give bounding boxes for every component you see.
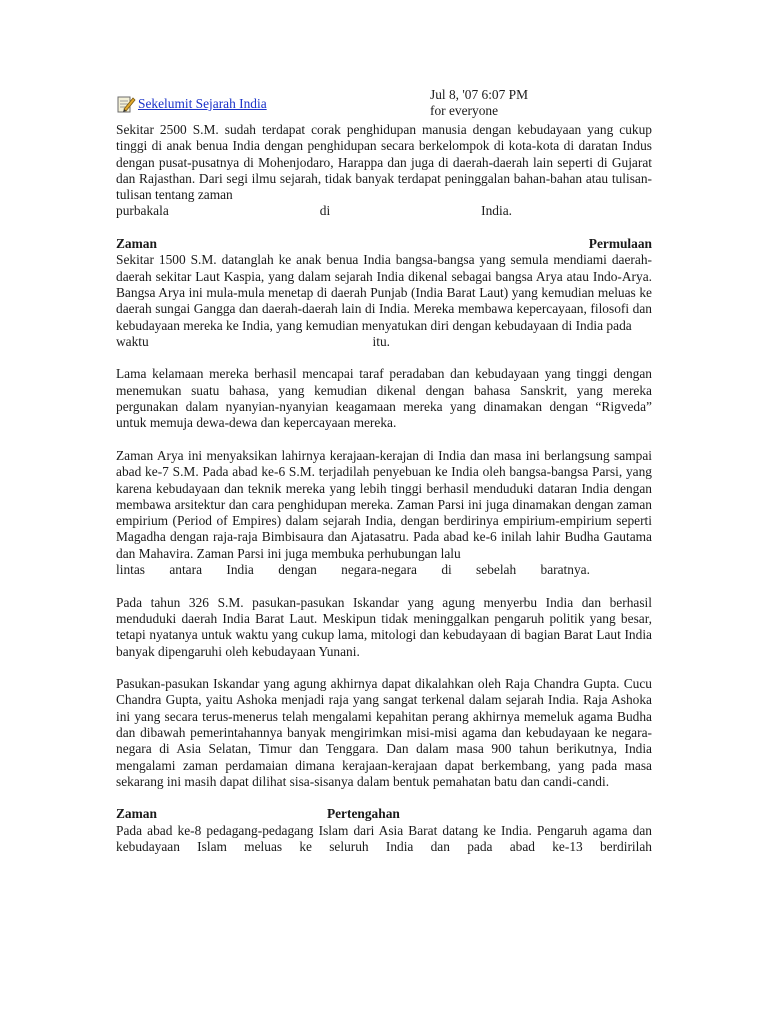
paragraph-4-last-line bbox=[116, 562, 652, 578]
word: di bbox=[441, 562, 452, 578]
post-date: Jul 8, '07 6:07 PM bbox=[430, 87, 529, 102]
post-meta bbox=[430, 87, 528, 119]
word: negara-negara bbox=[341, 562, 417, 578]
word: waktu bbox=[116, 333, 149, 349]
document-pencil-icon bbox=[116, 94, 136, 114]
paragraph-5: Pada tahun 326 S.M. pasukan-pasukan Iskandar yang agung menyerbu India dan berhasil menduduki daerah India Barat Laut. Meskipun tidak meninggalkan pengaruh politik yang besar, tetapi nyatanya untuk waktu yang cukup lama, mitologi dan kebudayaan di bagian Barat Laut India banyak dipengaruhi oleh kebudayaan Yunani. bbox=[116, 594, 652, 659]
word: India. bbox=[481, 203, 512, 219]
paragraph-1 bbox=[116, 122, 652, 203]
word: purbakala bbox=[116, 203, 169, 219]
word: antara bbox=[169, 562, 203, 578]
word: di bbox=[319, 203, 331, 219]
word: sebelah bbox=[476, 562, 517, 578]
paragraph-2-last-line bbox=[116, 334, 652, 350]
heading-word: Pertengahan bbox=[326, 806, 400, 822]
paragraph-4-text: Zaman Arya ini menyaksikan lahirnya kerajaan-kerajan di India dan masa ini berlangsung sampai abad ke-7 S.M. Pada abad ke-6 S.M. terjadilah penyebuan ke India oleh bangsa-bangsa Parsi, yang karena kebudayaan dan teknik mereka yang lebih tinggi berhasil menduduki dataran India dengan membawa arsitektur dan cara penghidupan mereka. Zaman Parsi ini juga dinamakan dengan zaman empirium (Period of Empires) dalam sejarah India, dengan berdirinya empirium-empirium seperti Magadha dengan raja-raja Bimbisaura dan Ajatasatru. Pada abad ke-6 inilah lahir Budha Gautama dan Mahavira. Zaman Parsi ini juga membuka perhubungan lalu bbox=[116, 447, 652, 561]
paragraph-7: Pada abad ke-8 pedagang-pedagang Islam dari Asia Barat datang ke India. Pengaruh agama dan kebudayaan Islam meluas ke seluruh India dan pada abad ke-13 berdirilah bbox=[116, 822, 652, 855]
word: itu. bbox=[372, 333, 390, 349]
paragraph-1-text: Sekitar 2500 S.M. sudah terdapat corak penghidupan manusia dengan kebudayaan yang cukup tinggi di anak benua India dengan penghidupan secara berkelompok di kota-kota di daratan Indus dengan pusat-pusatnya di Mohenjodaro, Harappa dan juga di daerah-daerah lain seperti di Gujarat dan Rajasthan. Dari segi ilmu sejarah, tidak banyak terdapat peninggalan bahan-bahan atau tulisan-tulisan tentang zaman bbox=[116, 122, 652, 203]
word: dengan bbox=[278, 562, 317, 578]
paragraph-6: Pasukan-pasukan Iskandar yang agung akhirnya dapat dikalahkan oleh Raja Chandra Gupta. Cucu Chandra Gupta, yaitu Ashoka menjadi raja yang sangat terkenal dalam sejarah India. Raja Ashoka ini yang secara terus-menerus telah mengalami kepahitan perang akhirnya memeluk agama Budha dan dibawah pemerintahannya banyak mengirimkan misi-misi agama dan kebudayaan ke negara-negara di Asia Selatan, Timur dan Tenggara. Dan dalam masa 900 tahun berikutnya, India mengalami zaman perdamaian dimana kerajaan-kerajaan dapat berkembang, yang pada masa sekarang ini masih dapat dilihat sisa-sisanya dalam bentuk pemahatan batu dan candi-candi. bbox=[116, 676, 652, 789]
section-heading-permulaan bbox=[116, 236, 652, 252]
post-title-link[interactable] bbox=[116, 94, 267, 114]
heading-word: Permulaan bbox=[588, 236, 652, 252]
paragraph-2 bbox=[116, 252, 652, 333]
paragraph-2-text: Sekitar 1500 S.M. datanglah ke anak benua India bangsa-bangsa yang semula mendiami daerah-daerah sekitar Laut Kaspia, yang dalam sejarah India dikenal sebagai bangsa Arya atau Indo-Arya. Bangsa Arya ini mula-mula menetap di daerah Punjab (India Barat Laut) yang kemudian meluas ke daerah sungai Gangga dan daerah-daerah lain di India. Mereka membawa kepercayaan, filosofi dan kebudayaan mereka ke India, yang kemudian menyatukan diri dengan kebudayaan di India pada bbox=[116, 252, 652, 333]
heading-word: Zaman bbox=[116, 236, 157, 252]
post-header bbox=[116, 87, 656, 123]
heading-word: Zaman bbox=[116, 806, 157, 822]
paragraph-4 bbox=[116, 448, 652, 562]
word: lintas bbox=[116, 562, 146, 578]
paragraph-3: Lama kelamaan mereka berhasil mencapai taraf peradaban dan kebudayaan yang tinggi dengan menemukan suatu bahasa, yang kemudian dikenal dengan bahasa Sanskrit, yang mereka pergunakan dalam nyanyian-nyanyian keagamaan mereka yang dinamakan dengan “Rigveda” untuk memuja dewa-dewa dan kepercayaan mereka. bbox=[116, 366, 652, 431]
word: baratnya. bbox=[540, 562, 590, 578]
article-body bbox=[116, 122, 652, 872]
paragraph-1-last-line bbox=[116, 203, 652, 219]
word: India bbox=[226, 562, 254, 578]
section-heading-pertengahan bbox=[116, 806, 652, 822]
post-audience: for everyone bbox=[430, 103, 499, 118]
post-title: Sekelumit Sejarah India bbox=[138, 95, 267, 111]
